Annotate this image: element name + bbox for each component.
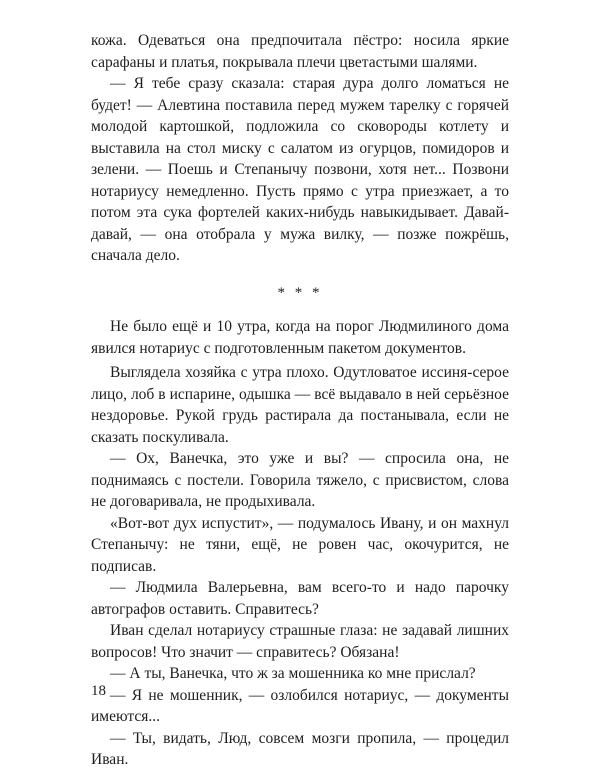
paragraph: — Ох, Ванечка, это уже и вы? — спросила она, не поднимаясь с постели. Говорила тяжело, с присвистом, слова не договаривала, не продыхивала. — [91, 450, 509, 510]
page-number: 18 — [91, 683, 106, 699]
section-separator: * * * — [277, 284, 323, 301]
paragraph: — А ты, Ванечка, что ж за мошенника ко мне прислал? — [110, 665, 476, 682]
page-body — [91, 30, 509, 771]
paragraph: Иван сделал нотариусу страшные глаза: не задавай лишних вопросов! Что значит — справитесь? Обязана! — [91, 622, 509, 661]
paragraph: Не было ещё и 10 утра, когда на порог Людмилиного дома явился нотариус с подготовленным пакетом документов. — [91, 318, 509, 357]
paragraph: кожа. Одеваться она предпочитала пёстро: носила яркие сарафаны и платья, покрывала плечи цветастыми шалями. — [91, 32, 509, 71]
paragraph: — Людмила Валерьевна, вам всего-то и надо парочку автографов оставить. Справитесь? — [91, 579, 509, 618]
paragraph: — Я не мошенник, — озлобился нотариус, — документы имеются... — [91, 686, 509, 725]
paragraph: «Вот-вот дух испустит», — подумалось Ивану, и он махнул Степанычу: не тяни, ещё, не ровен час, окочурится, не подписав. — [91, 514, 509, 575]
paragraph: — Я тебе сразу сказала: старая дура долго ломаться не будет! — Алевтина поставила перед мужем тарелку с горячей молодой картошкой, подложила со сковороды котлету и выставила на стол миску с салатом из огурцов, помидоров и зелени. — Поешь и Степанычу позвони, хотя нет... Позвони нотариусу немедленно. Пусть прямо с утра приезжает, а то потом эта сука фортелей каких-нибудь навыкидывает. Давай-давай, — она отобрала у мужа вилку, — позже пожрёшь, сначала дело. — [91, 75, 509, 264]
paragraph: Выглядела хозяйка с утра плохо. Одутловатое иссиня-серое лицо, лоб в испарине, одышка — всё выдавало в ней серьёзное нездоровье. Рукой грудь растирала да постанывала, если не сказать поскуливала. — [91, 364, 509, 446]
paragraph: — Ты, видать, Люд, совсем мозги пропила, — процедил Иван. — [91, 729, 509, 768]
